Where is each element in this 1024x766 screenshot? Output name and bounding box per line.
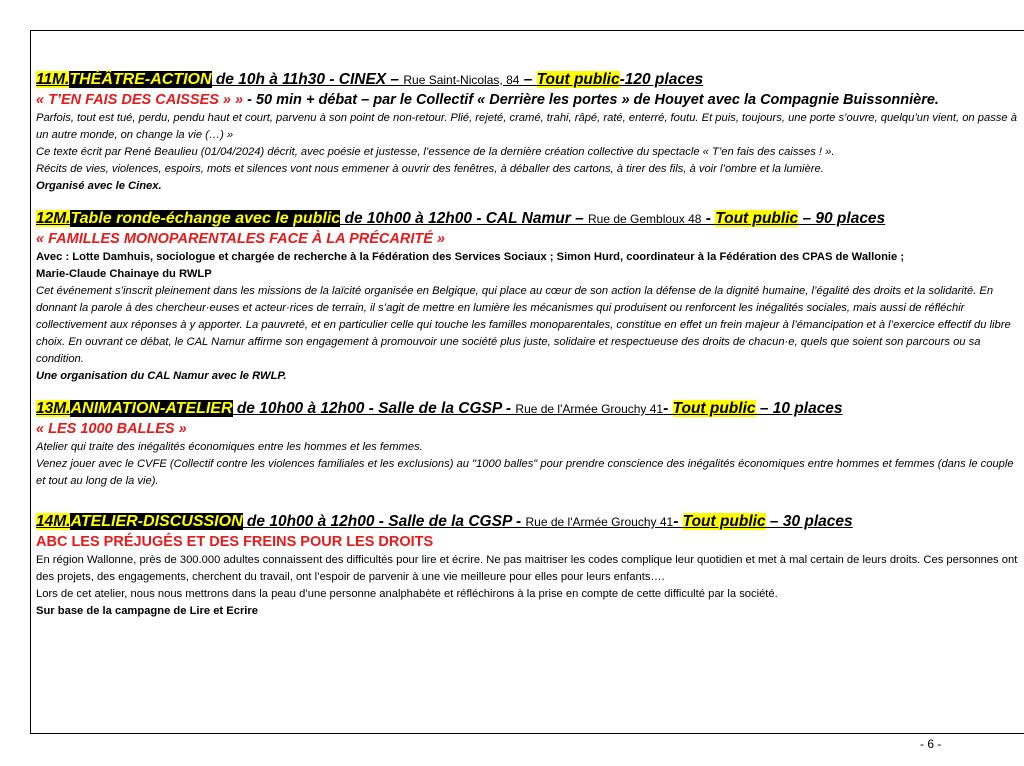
event-title: « LES 1000 BALLES » <box>36 421 187 437</box>
event-dash: – <box>519 71 537 88</box>
event-places: -120 places <box>619 71 704 88</box>
event-address: Rue de l'Armée Grouchy 41 <box>515 402 664 416</box>
event-paragraph: Récits de vies, violences, espoirs, mots et silences vont nous emmener à ouvrir des fenêtres, à déballer des cartons, à tirer des fils, à voir l’ombre et la lumière. <box>36 163 824 175</box>
event-places: – 90 places <box>798 210 886 227</box>
event-number: 12M. <box>36 210 71 227</box>
event-time-venue: de 10h00 à 12h00 - Salle de la CGSP - <box>242 513 526 530</box>
event-audience: Tout public <box>672 400 756 417</box>
event-address: Rue de l'Armée Grouchy 41 <box>525 515 674 529</box>
event-category: ANIMATION-ATELIER <box>70 400 233 417</box>
event-title-text: « T’EN FAIS DES CAISSES » » <box>36 92 244 108</box>
event-11m <box>36 70 1020 195</box>
event-number: 11M. <box>36 71 70 88</box>
event-closing: Sur base de la campagne de Lire et Ecrire <box>36 605 258 617</box>
event-paragraph: Cet événement s’inscrit pleinement dans les missions de la laïcité organisée en Belgique, qui place au cœur de son action la défense de la dignité humaine, l’égalité des droits et la solidarité. En donnant la parole à des chercheur·euses et acteur·rices de terrain, il s’agit de mettre en lumière les mécanismes qui produisent ou renforcent les inégalités sociales, mais aussi de réfléchir collectivement aux réponses à y apporter. La pauvreté, et en particulier celle qui touche les familles monoparentales, constitue en effet un frein majeur à l’émancipation et à l’exercice effectif du libre choix. En ouvrant ce débat, le CAL Namur affirme son engagement à promouvoir une société plus juste, solidaire et respectueuse des droits de chacun·e, quels que soient son parcours ou sa condition. <box>36 285 1011 365</box>
event-closing: Organisé avec le Cinex. <box>36 180 162 192</box>
event-heading <box>36 512 1020 532</box>
event-category: Table ronde-échange avec le public <box>70 210 341 227</box>
event-paragraph: En région Wallonne, près de 300.000 adultes connaissent des difficultés pour lire et écrire. Ne pas maitriser les codes complique leur quotidien et met à mal certain de leurs droits. Ces personnes ont des projets, des engagements, cherchent du travail, ont l’espoir de parvenir à une vie meilleure pour elles pour leurs enfants…. <box>36 554 1018 583</box>
event-address: Rue Saint-Nicolas, 84 <box>403 73 520 87</box>
event-speakers: Marie-Claude Chainaye du RWLP <box>36 268 212 280</box>
event-paragraph: Ce texte écrit par René Beaulieu (01/04/2024) décrit, avec poésie et justesse, l’essence de la dernière création collective du spectacle « T’en fais des caisses ! ». <box>36 146 835 158</box>
document-content <box>36 70 1020 634</box>
event-heading <box>36 399 1020 419</box>
event-category: THÉÂTRE-ACTION <box>69 71 212 88</box>
event-title: ABC LES PRÉJUGÉS ET DES FREINS POUR LES DROITS <box>36 534 434 550</box>
event-audience: Tout public <box>715 210 799 227</box>
event-title <box>36 90 1020 110</box>
event-speakers: Avec : Lotte Damhuis, sociologue et chargée de recherche à la Fédération des Services Sociaux ; Simon Hurd, coordinateur à la Fédération des CPAS de Wallonie ; <box>36 251 905 263</box>
event-13m <box>36 399 1020 490</box>
event-heading <box>36 70 1020 90</box>
event-dash: - <box>673 513 683 530</box>
event-time-venue: de 10h00 à 12h00 - Salle de la CGSP - <box>232 400 516 417</box>
event-closing: Une organisation du CAL Namur avec le RWLP. <box>36 370 287 382</box>
event-time-venue: de 10h00 à 12h00 - CAL Namur – <box>340 210 589 227</box>
event-audience: Tout public <box>682 513 766 530</box>
event-paragraph: Lors de cet atelier, nous nous mettrons dans la peau d’une personne analphabète et réfléchirons à la prise en compte de cette difficulté par la société. <box>36 588 778 600</box>
event-time-venue: de 10h à 11h30 - CINEX – <box>211 71 404 88</box>
event-dash: - <box>701 210 716 227</box>
page-number: - 6 - <box>920 737 942 751</box>
event-number: 13M. <box>36 400 71 417</box>
event-places: – 30 places <box>765 513 853 530</box>
event-heading <box>36 209 1020 229</box>
event-paragraph: Atelier qui traite des inégalités économiques entre les hommes et les femmes. <box>36 441 423 453</box>
event-12m <box>36 209 1020 385</box>
event-dash: - <box>663 400 673 417</box>
event-paragraph: Venez jouer avec le CVFE (Collectif contre les violences familiales et les exclusions) au "1000 balles" pour prendre conscience des inégalités économiques entre hommes et femmes (dans le couple et tout au long de la vie). <box>36 458 1014 487</box>
event-title-rest: - 50 min + débat – par le Collectif « Derrière les portes » de Houyet avec la Compagnie Buissonnière. <box>243 92 939 108</box>
event-number: 14M. <box>36 513 71 530</box>
event-places: – 10 places <box>755 400 843 417</box>
event-paragraph: Parfois, tout est tué, perdu, pendu haut et court, parvenu à son point de non-retour. Plié, rejeté, cramé, trahi, râpé, raté, enterré, foutu. Et puis, toujours, une porte s’ouvre, quelqu’un vient, on passe à un autre monde, on change la vie (…) » <box>36 112 1017 141</box>
event-14m <box>36 512 1020 620</box>
event-address: Rue de Gembloux 48 <box>588 212 702 226</box>
event-audience: Tout public <box>536 71 620 88</box>
event-title: « FAMILLES MONOPARENTALES FACE À LA PRÉCARITÉ » <box>36 231 445 247</box>
event-category: ATELIER-DISCUSSION <box>70 513 243 530</box>
